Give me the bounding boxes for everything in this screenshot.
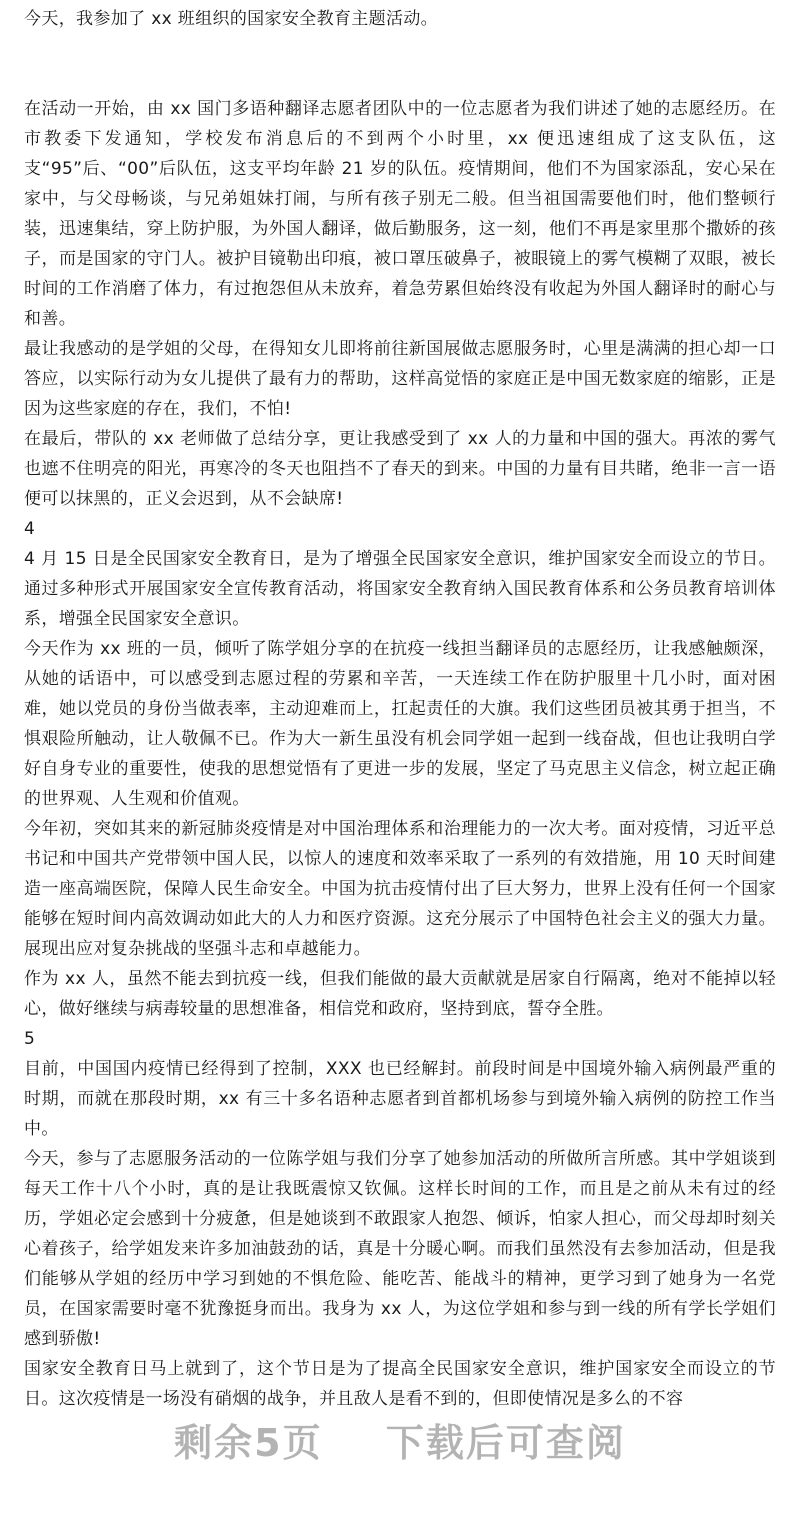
body-paragraph: 作为 xx 人，虽然不能去到抗疫一线，但我们能做的最大贡献就是居家自行隔离，绝对不能掉以轻心，做好继续与病毒较量的思想准备，相信党和政府，坚持到底，誓夺全胜。: [24, 969, 776, 1019]
paragraph-gap: [24, 34, 776, 94]
remaining-pages-label: 剩余5页: [174, 1421, 323, 1465]
download-prompt[interactable]: [0, 1421, 800, 1465]
body-paragraph: 国家安全教育日马上就到了，这个节日是为了提高全民国家安全意识，维护国家安全而设立的节日。这次疫情是一场没有硝烟的战争，并且敌人是看不到的，但即使情况是多么的不容: [24, 1359, 776, 1409]
section-number: 4: [24, 519, 36, 539]
body-paragraph: 今天作为 xx 班的一员，倾听了陈学姐分享的在抗疫一线担当翻译员的志愿经历，让我感触颇深，从她的话语中，可以感受到志愿过程的劳累和辛苦，一天连续工作在防护服里十几小时，面对困难，她以党员的身份当做表率，主动迎难而上，扛起责任的大旗。我们这些团员被其勇于担当，不惧艰险所触动，让人敬佩不已。作为大一新生虽没有机会同学姐一起到一线奋战，但也让我明白学好自身专业的重要性，使我的思想觉悟有了更进一步的发展，坚定了马克思主义信念，树立起正确的世界观、人生观和价值观。: [24, 639, 776, 809]
body-paragraph: 今天，参与了志愿服务活动的一位陈学姐与我们分享了她参加活动的所做所言所感。其中学姐谈到每天工作十八个小时，真的是让我既震惊又钦佩。这样长时间的工作，而且是之前从未有过的经历，学姐必定会感到十分疲惫，但是她谈到不敢跟家人抱怨、倾诉，怕家人担心，而父母却时刻关心着孩子，给学姐发来许多加油鼓劲的话，真是十分暖心啊。而我们虽然没有去参加活动，但是我们能够从学姐的经历中学习到她的不惧危险、能吃苦、能战斗的精神，更学习到了她身为一名党员，在国家需要时毫不犹豫挺身而出。我身为 xx 人，为这位学姐和参与到一线的所有学长学姐们感到骄傲!: [24, 1149, 776, 1349]
body-paragraph: 目前，中国国内疫情已经得到了控制，XXX 也已经解封。前段时间是中国境外输入病例最严重的时期，而就在那段时期，xx 有三十多名语种志愿者到首都机场参与到境外输入病例的防控工作当中。: [24, 1059, 776, 1139]
intro-paragraph: 今天，我参加了 xx 班组织的国家安全教育主题活动。: [24, 9, 439, 29]
body-paragraph: 今年初，突如其来的新冠肺炎疫情是对中国治理体系和治理能力的一次大考。面对疫情，习近平总书记和中国共产党带领中国人民，以惊人的速度和效率采取了一系列的有效措施，用 10 天时间建造一座高端医院，保障人民生命安全。中国为抗击疫情付出了巨大努力，世界上没有任何一个国家能够在短时间内高效调动如此大的人力和医疗资源。这充分展示了中国特色社会主义的强大力量。展现出应对复杂挑战的坚强斗志和卓越能力。: [24, 819, 776, 959]
body-paragraph: 在活动一开始，由 xx 国门多语种翻译志愿者团队中的一位志愿者为我们讲述了她的志愿经历。在市教委下发通知，学校发布消息后的不到两个小时里，xx 便迅速组成了这支队伍，这支“95”后、“00”后队伍，这支平均年龄 21 岁的队伍。疫情期间，他们不为国家添乱，安心呆在家中，与父母畅谈，与兄弟姐妹打闹，与所有孩子别无二般。但当祖国需要他们时，他们整顿行装，迅速集结，穿上防护服，为外国人翻译，做后勤服务，这一刻，他们不再是家里那个撒娇的孩子，而是国家的守门人。被护目镜勒出印痕，被口罩压破鼻子，被眼镜上的雾气模糊了双眼，被长时间的工作消磨了体力，有过抱怨但从未放弃，着急劳累但始终没有收起为外国人翻译时的耐心与和善。: [24, 99, 776, 329]
body-paragraph: 最让我感动的是学姐的父母，在得知女儿即将前往新国展做志愿服务时，心里是满满的担心却一口答应，以实际行动为女儿提供了最有力的帮助，这样高觉悟的家庭正是中国无数家庭的缩影，正是因为这些家庭的存在，我们，不怕!: [24, 339, 776, 419]
body-paragraph: 在最后，带队的 xx 老师做了总结分享，更让我感受到了 xx 人的力量和中国的强大。再浓的雾气也遮不住明亮的阳光，再寒冷的冬天也阻挡不了春天的到来。中国的力量有目共睹，绝非一言一语便可以抹黑的，正义会迟到，从不会缺席!: [24, 429, 776, 509]
download-to-view-label: 下载后可查阅: [385, 1421, 626, 1465]
body-paragraph: 4 月 15 日是全民国家安全教育日，是为了增强全民国家安全意识，维护国家安全而设立的节日。通过多种形式开展国家安全宣传教育活动，将国家安全教育纳入国民教育体系和公务员教育培训体系，增强全民国家安全意识。: [24, 549, 776, 629]
section-number: 5: [24, 1029, 36, 1049]
